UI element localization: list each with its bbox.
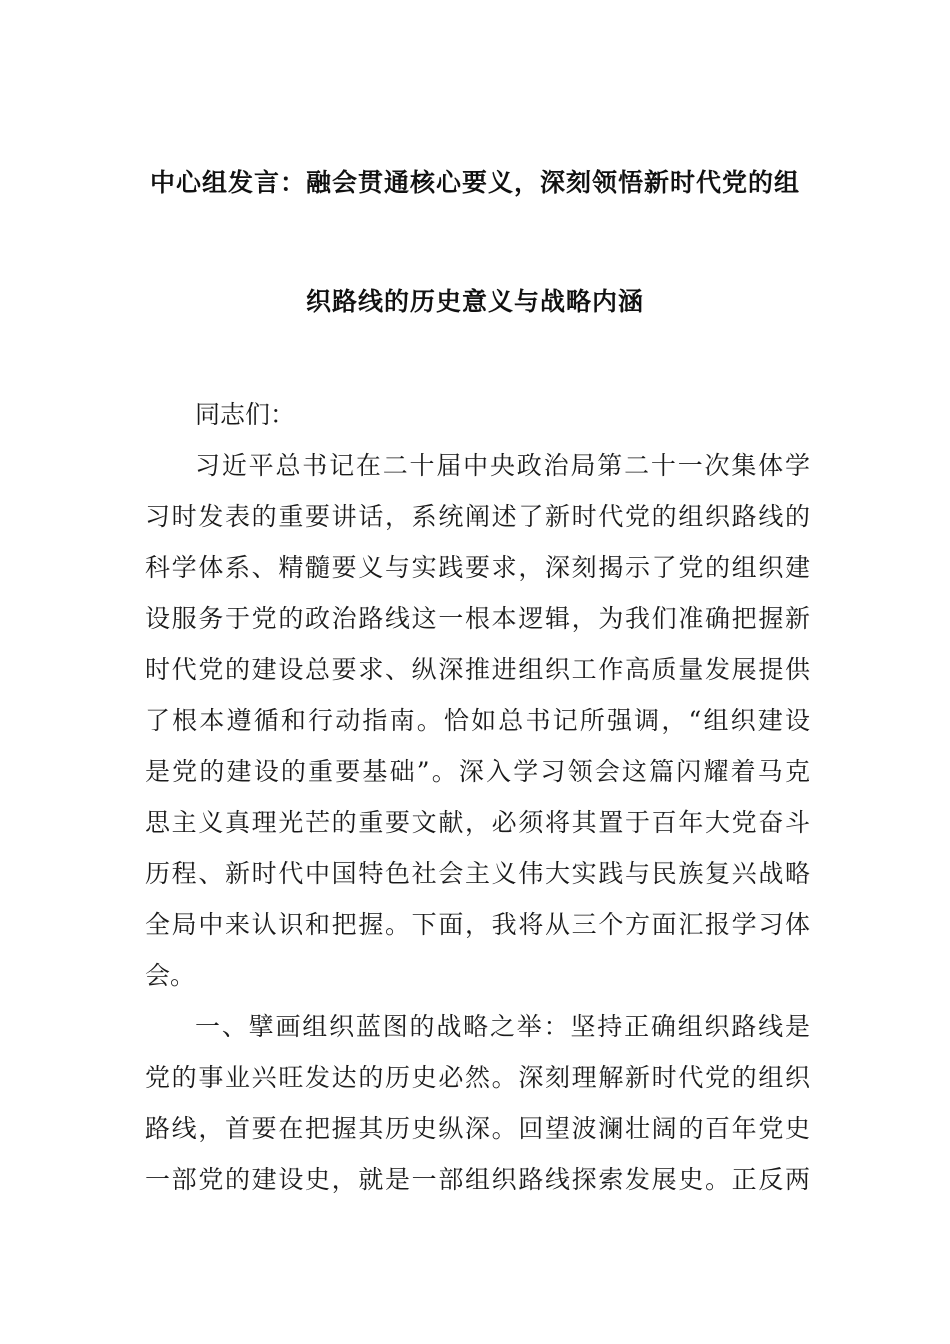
- paragraph-2-line: 党的事业兴旺发达的历史必然。深刻理解新时代党的组织: [145, 1063, 810, 1092]
- paragraph-2-line: 一、擘画组织蓝图的战略之举：坚持正确组织路线是: [195, 1012, 810, 1041]
- paragraph-2-line: 一部党的建设史，就是一部组织路线探索发展史。正反两: [145, 1165, 810, 1194]
- paragraph-1-line: 习近平总书记在二十届中央政治局第二十一次集体学: [195, 451, 810, 480]
- paragraph-1-line: 历程、新时代中国特色社会主义伟大实践与民族复兴战略: [145, 859, 810, 888]
- paragraph-1-line: 会。: [145, 961, 196, 990]
- salutation: 同志们：: [195, 400, 296, 429]
- paragraph-1-line: 设服务于党的政治路线这一根本逻辑，为我们准确把握新: [145, 604, 810, 633]
- paragraph-1-line: 是党的建设的重要基础”。深入学习领会这篇闪耀着马克: [145, 757, 810, 786]
- paragraph-1-line: 科学体系、精髓要义与实践要求，深刻揭示了党的组织建: [145, 553, 810, 582]
- paragraph-1-line: 习时发表的重要讲话，系统阐述了新时代党的组织路线的: [145, 502, 810, 531]
- document-title-line-1: 中心组发言：融会贯通核心要义，深刻领悟新时代党的组: [149, 168, 800, 197]
- document-title-line-2: 织路线的历史意义与战略内涵: [305, 287, 644, 316]
- paragraph-1-line: 了根本遵循和行动指南。恰如总书记所强调，“组织建设: [145, 706, 810, 735]
- paragraph-1-line: 时代党的建设总要求、纵深推进组织工作高质量发展提供: [145, 655, 810, 684]
- paragraph-1-line: 全局中来认识和把握。下面，我将从三个方面汇报学习体: [145, 910, 810, 939]
- paragraph-1-line: 思主义真理光芒的重要文献，必须将其置于百年大党奋斗: [145, 808, 810, 837]
- paragraph-2-line: 路线，首要在把握其历史纵深。回望波澜壮阔的百年党史: [145, 1114, 810, 1143]
